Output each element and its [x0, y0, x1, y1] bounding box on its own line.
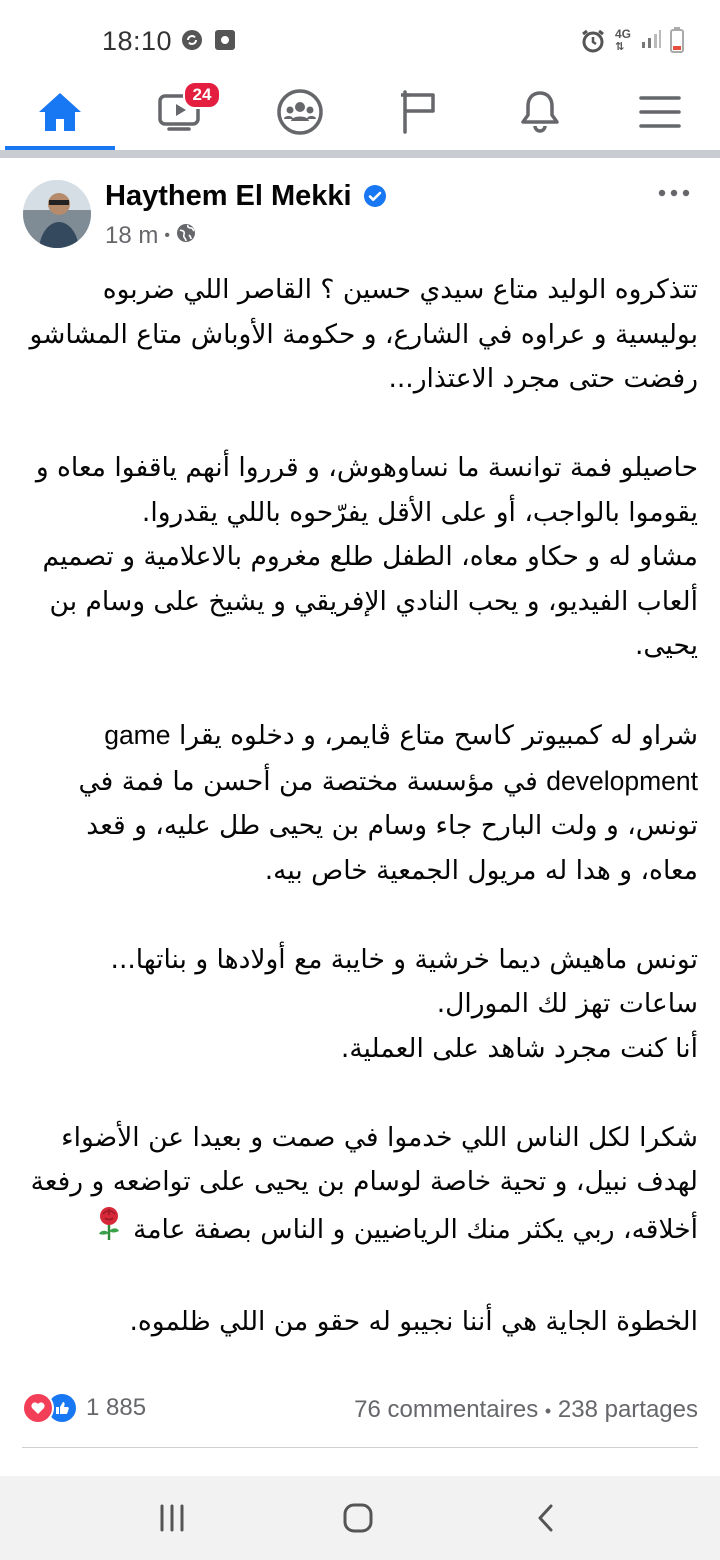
- bell-icon: [519, 89, 561, 140]
- more-options-icon: [658, 184, 690, 202]
- hamburger-menu-icon: [639, 94, 681, 135]
- post-time[interactable]: 18 m: [105, 222, 159, 249]
- nav-separator: [0, 150, 720, 158]
- rose-emoji-icon: [93, 1205, 125, 1256]
- stats-dot: •: [544, 1401, 552, 1421]
- paragraph-text: تونس ماهيش ديما خرشية و خايبة مع أولادها و بناتها...: [110, 943, 698, 975]
- engagement-stats: [354, 1396, 698, 1424]
- pages-flag-icon: [399, 89, 441, 140]
- watch-notification-badge: 24: [183, 81, 221, 109]
- sync-icon: [180, 28, 204, 57]
- paragraph-text: مشاو له و حكاو معاه، الطفل طلع مغروم بالاعلامية و تصميم ألعاب الفيديو، و يحب النادي الإفريقي و يشيخ على وسام بن يحيى.: [42, 541, 698, 661]
- alarm-icon: [580, 28, 606, 59]
- paragraph-text: الخطوة الجاية هي أننا نجيبو له حقو من اللي ظلموه.: [129, 1305, 698, 1337]
- battery-icon: [670, 27, 684, 58]
- back-button[interactable]: [516, 1500, 576, 1540]
- love-reaction-icon: [22, 1392, 54, 1424]
- post-meta: [105, 222, 196, 250]
- home-button[interactable]: [328, 1500, 388, 1540]
- post-paragraph-2: [22, 446, 698, 669]
- home-circle-icon: [342, 1502, 374, 1539]
- network-type-label: 4G ⇅: [615, 27, 632, 53]
- actions-separator: [22, 1447, 698, 1448]
- paragraph-text: شكرا لكل الناس اللي خدموا في صمت و بعيدا عن الأضواء لهدف نبيل، و تحية خاصة لوسام بن يحيى على تواضعه و رفعة أخلاقه، ربي يكثر منك الرياضيين و الناس بصفة عامة: [30, 1121, 698, 1245]
- meta-dot: •: [164, 227, 170, 244]
- post-paragraph-6: [22, 1300, 698, 1345]
- screen-record-icon: [214, 28, 236, 57]
- recent-apps-icon: [157, 1504, 187, 1537]
- reaction-count: 1 885: [86, 1394, 147, 1421]
- recent-apps-button[interactable]: [142, 1500, 202, 1540]
- top-navigation: [0, 80, 720, 150]
- paragraph-text: أنا كنت مجرد شاهد على العملية.: [340, 1032, 698, 1064]
- post-options-button[interactable]: [652, 178, 696, 208]
- paragraph-latin-text: game development: [104, 720, 698, 796]
- status-bar: [0, 0, 720, 80]
- paragraph-text: ساعات تهز لك المورال.: [436, 988, 698, 1019]
- comments-count[interactable]: 76 commentaires: [354, 1396, 539, 1423]
- status-time: 18:10: [102, 26, 173, 56]
- post-paragraph-3: [22, 713, 698, 893]
- reactions-summary[interactable]: [22, 1392, 146, 1424]
- back-arrow-icon: [536, 1503, 556, 1538]
- author-avatar[interactable]: [23, 180, 91, 248]
- post-paragraph-1: [22, 268, 698, 402]
- shares-count[interactable]: 238 partages: [557, 1396, 698, 1423]
- nav-notifications[interactable]: [485, 80, 595, 148]
- verified-badge-icon: [363, 184, 387, 213]
- paragraph-text: في مؤسسة مختصة من أحسن ما فمة في تونس، و ولت البارح جاء وسام بن يحيى طل عليه، و قعد معاه، و هدا له مريول الجمعية خاص بيه.: [78, 765, 698, 886]
- paragraph-text: حاصيلو فمة توانسة ما نساوهوش، و قرروا أنهم ياقفوا معاه و يقوموا بالواجب، أو على الأقل يفرّحوه باللي يقدروا.: [35, 452, 698, 528]
- nav-groups[interactable]: [245, 80, 355, 148]
- post-text: [22, 268, 698, 1389]
- nav-menu[interactable]: [605, 80, 715, 148]
- author-name[interactable]: Haythem El Mekki: [105, 180, 352, 212]
- groups-icon: [276, 88, 324, 141]
- globe-icon: [176, 222, 196, 250]
- android-navigation-bar: [0, 1476, 720, 1560]
- nav-pages[interactable]: [365, 80, 475, 148]
- paragraph-text: شراو له كمبيوتر كاسح متاع ڨايمر، و دخلوه يقرا: [178, 720, 698, 751]
- nav-home[interactable]: [5, 80, 115, 148]
- post-paragraph-4: [22, 938, 698, 1072]
- network-type: 4G: [615, 27, 632, 41]
- home-icon: [37, 91, 83, 138]
- post-paragraph-5: [22, 1116, 698, 1256]
- paragraph-text: تتذكروه الوليد متاع سيدي حسين ؟ القاصر اللي ضربوه بوليسية و عراوه في الشارع، و حكومة الأوباش متاع المشاشو رفضت حتى مجرد الاعتذار...: [29, 274, 698, 394]
- signal-icon: [640, 28, 662, 55]
